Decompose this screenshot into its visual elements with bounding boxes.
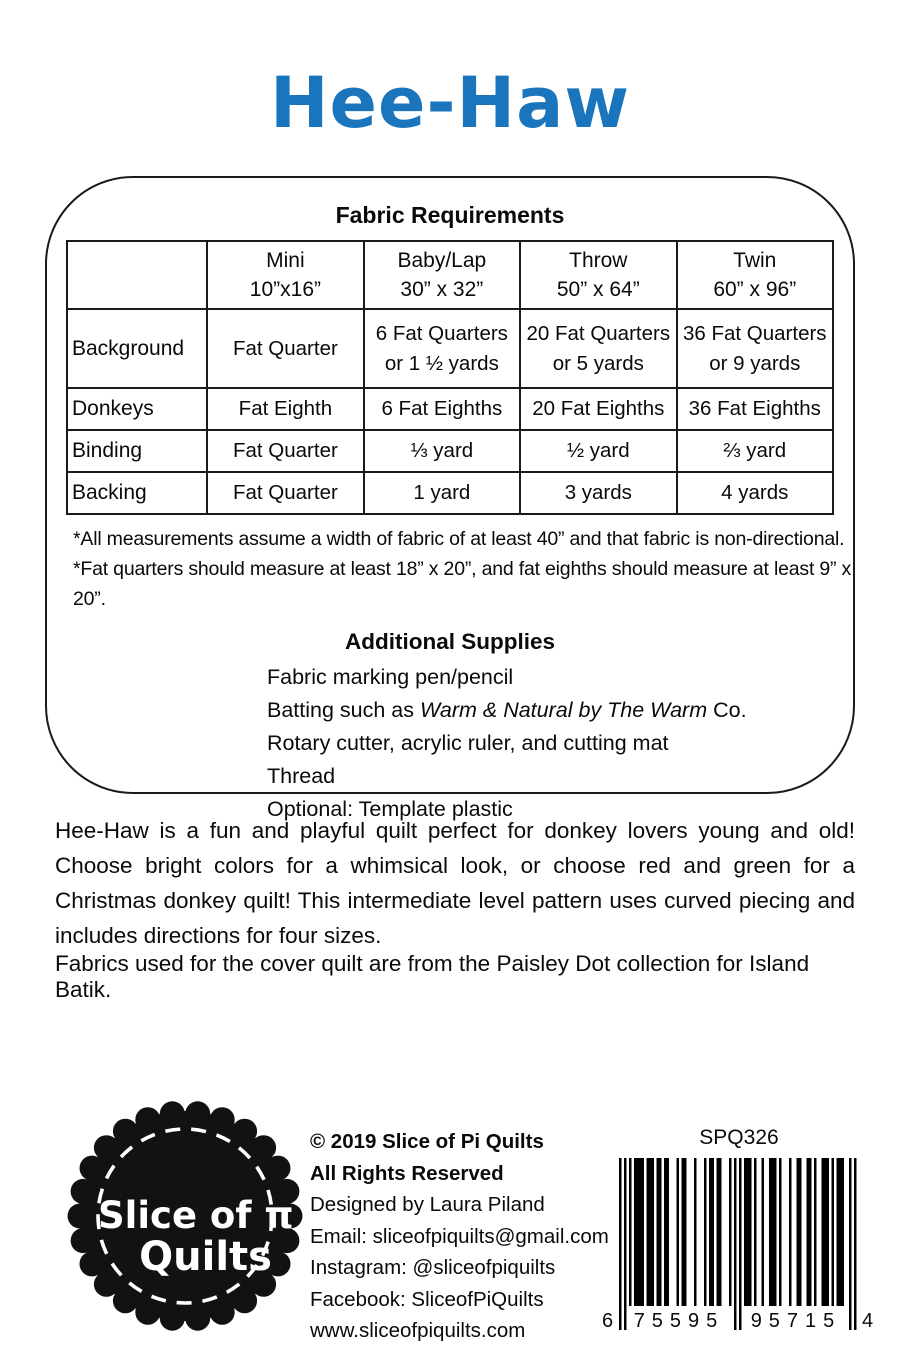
fabric-requirements-heading: Fabric Requirements (335, 202, 565, 228)
sku-code: SPQ326 (699, 1126, 779, 1149)
fabric-requirements-box (45, 176, 855, 821)
copyright-line: © 2019 Slice of Pi Quilts (310, 1130, 544, 1153)
value-cell: 20 Fat Eighths (520, 388, 676, 430)
barcode-digits-left-group: 75595 (633, 1310, 725, 1332)
description-paragraph: Hee-Haw is a fun and playful quilt perfect for donkey lovers young and old! Choose bright colors for a whimsical look, or choose red and green for a Christmas donkey quilt! This intermediate level pattern uses curved piecing and includes directions for four sizes. (55, 818, 855, 948)
fabric-requirements-table (66, 240, 834, 515)
table-header-row (67, 241, 833, 309)
barcode-digits-right-group: 95715 (750, 1310, 842, 1332)
website-line: www.sliceofpiquilts.com (310, 1319, 526, 1342)
table-row-donkeys (67, 388, 833, 430)
table-footnotes (73, 524, 853, 614)
footnote: *Fat quarters should measure at least 18” x 20”, and fat eighths should measure at least 9” x 20”. (73, 558, 852, 610)
logo-badge-svg (60, 1092, 310, 1340)
header-cell-empty (67, 241, 207, 309)
value-cell: 36 Fat Eighths (677, 388, 833, 430)
barcode-digit-left: 6 (602, 1310, 614, 1332)
barcode (602, 1158, 874, 1332)
barcode-digit-right: 4 (862, 1310, 874, 1332)
additional-supplies-heading: Additional Supplies (344, 629, 555, 654)
fabrics-note: Fabrics used for the cover quilt are from the Paisley Dot collection for Island Batik. (55, 951, 810, 1002)
supply-item: Optional: Template plastic (267, 797, 513, 821)
value-cell: 1 yard (364, 472, 520, 514)
logo-text-line2: Quilts (139, 1234, 272, 1280)
header-cell-babylap: Baby/Lap 30” x 32” (364, 241, 520, 309)
row-label-cell: Binding (67, 430, 207, 472)
email-line: Email: sliceofpiquilts@gmail.com (310, 1224, 609, 1248)
value-cell: 20 Fat Quarters or 5 yards (520, 309, 676, 388)
value-cell: Fat Quarter (207, 430, 363, 472)
footnote: *All measurements assume a width of fabric of at least 40” and that fabric is non-directional. (73, 528, 845, 550)
value-cell: Fat Eighth (207, 388, 363, 430)
designer-line: Designed by Laura Piland (310, 1193, 545, 1216)
supply-item: Fabric marking pen/pencil (267, 665, 514, 689)
value-cell: 6 Fat Eighths (364, 388, 520, 430)
footer-info (310, 1126, 610, 1347)
table-row-backing (67, 472, 833, 514)
page-title: Hee-Haw (269, 62, 631, 144)
header-cell-twin: Twin 60” x 96” (677, 241, 833, 309)
facebook-line: Facebook: SliceofPiQuilts (310, 1287, 544, 1311)
logo-text-line1: Slice of π (98, 1194, 294, 1237)
header-cell-mini: Mini 10”x16” (207, 241, 363, 309)
supply-item: Rotary cutter, acrylic ruler, and cutting mat (267, 731, 669, 755)
table-row-binding (67, 430, 833, 472)
value-cell: 3 yards (520, 472, 676, 514)
value-cell: ½ yard (520, 430, 676, 472)
header-cell-throw: Throw 50” x 64” (520, 241, 676, 309)
value-cell: ⅔ yard (677, 430, 833, 472)
value-cell: 4 yards (677, 472, 833, 514)
rights-line: All Rights Reserved (310, 1161, 504, 1185)
supply-item: Thread (267, 764, 336, 788)
value-cell: 6 Fat Quarters or 1 ½ yards (364, 309, 520, 388)
row-label-cell: Donkeys (67, 388, 207, 430)
row-label-cell: Backing (67, 472, 207, 514)
value-cell: Fat Quarter (207, 472, 363, 514)
row-label-cell: Background (67, 309, 207, 388)
table-row-background (67, 309, 833, 388)
logo-badge (60, 1092, 310, 1340)
barcode-svg (619, 1158, 857, 1332)
value-cell: 36 Fat Quarters or 9 yards (677, 309, 833, 388)
value-cell: ⅓ yard (364, 430, 520, 472)
instagram-line: Instagram: @sliceofpiquilts (310, 1256, 556, 1279)
supply-item: Batting such as Warm & Natural by The Warm Co. (267, 698, 747, 722)
value-cell: Fat Quarter (207, 309, 363, 388)
additional-supplies-list (267, 661, 853, 826)
